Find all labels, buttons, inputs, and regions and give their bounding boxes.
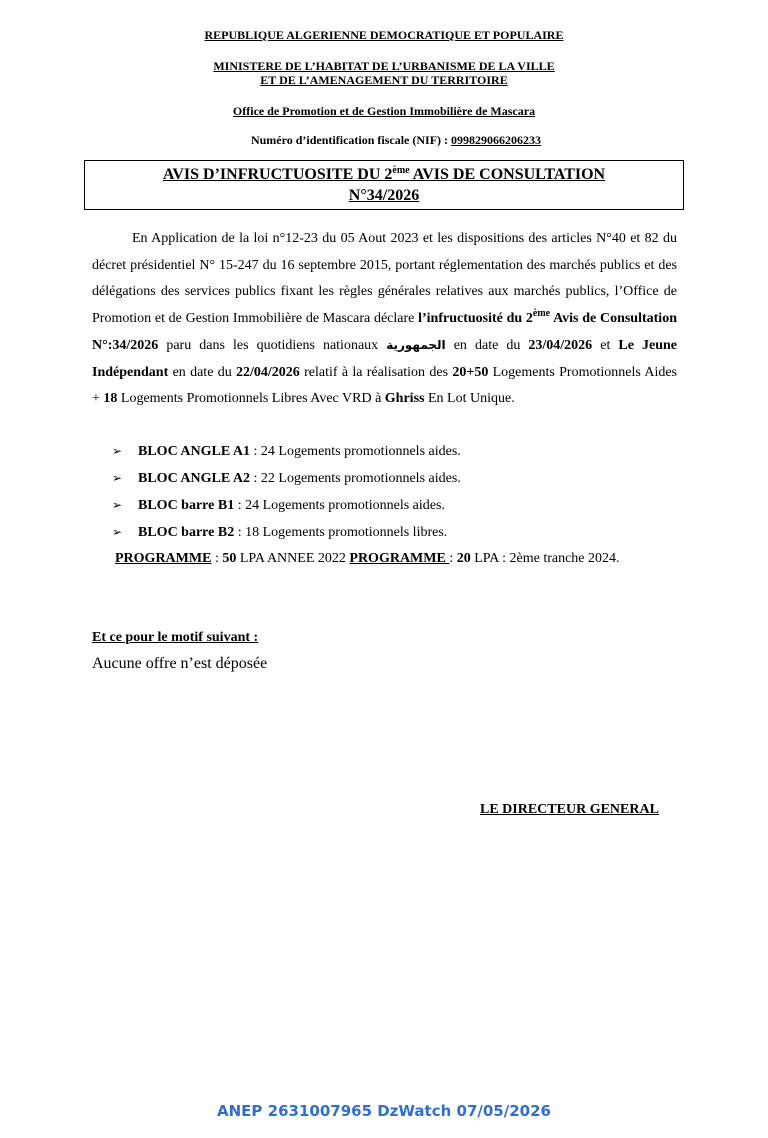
motif-text: Aucune offre n’est déposée [92, 655, 268, 672]
footer-watermark: ANEP 2631007965 DzWatch 07/05/2026 [217, 1102, 551, 1120]
title-box [84, 160, 684, 210]
para-sup: ème [532, 307, 551, 319]
programme-line [115, 545, 675, 572]
bloc-name: BLOC ANGLE A1 [138, 444, 251, 459]
bloc-desc: : 24 Logements promotionnels aides. [250, 444, 461, 459]
bloc-name: BLOC barre B1 [138, 498, 235, 513]
bloc-list [112, 438, 672, 546]
programme-count-1: 50 [222, 551, 237, 566]
programme-text: LPA : 2ème tranche 2024. [470, 551, 620, 566]
para-text: paru dans les quotidiens nationaux [158, 338, 387, 353]
main-paragraph [92, 226, 677, 413]
para-text: Logements Promotionnels Aides + [92, 364, 678, 406]
title-line1 [85, 165, 683, 185]
para-text: en date du [168, 364, 237, 380]
bloc-desc: : 24 Logements promotionnels aides. [234, 498, 445, 513]
arrow-bullet-icon: ➢ [112, 525, 123, 539]
programme-label-2: PROGRAMME [349, 551, 450, 566]
para-text: En Application de la loi n°12-23 du 05 Aout 2023 et les dispositions des articles N°40 et 82 du décret présidentiel N° 15-247 du 16 septembre 2015, portant réglementation des marchés publics et des délégations des services publics fixant les règles générales relatives aux marchés publics, l’Office de Promotion et de Gestion Immobilière de Mascara déclare [92, 231, 677, 326]
list-item [112, 465, 672, 492]
bloc-name: BLOC barre B2 [138, 525, 235, 540]
nif-label: Numéro d’identification fiscale (NIF) : [250, 133, 452, 147]
signature: LE DIRECTEUR GENERAL [480, 802, 659, 817]
housing-count-1: 20+50 [452, 364, 489, 380]
programme-label-1: PROGRAMME [115, 551, 212, 566]
list-item [112, 438, 672, 465]
nif-line [12, 133, 768, 147]
arrow-bullet-icon: ➢ [112, 444, 123, 458]
para-text: Logements Promotionnels Libres Avec VRD à [117, 391, 385, 406]
para-text: relatif à la réalisation des [299, 364, 453, 380]
arrow-bullet-icon: ➢ [112, 471, 123, 485]
ministry-heading-line1: MINISTERE DE L’HABITAT DE L’URBANISME DE LA VILLE [213, 59, 555, 73]
para-text: et [592, 338, 619, 353]
bloc-name: BLOC ANGLE A2 [138, 471, 251, 486]
programme-count-2: 20 [456, 551, 471, 566]
title-line2: N°34/2026 [348, 187, 420, 204]
title-sup: ème [392, 165, 410, 176]
programme-text: : [449, 551, 457, 566]
list-item [112, 519, 672, 546]
nif-value: 099829066206233 [451, 133, 542, 147]
republic-heading: REPUBLIQUE ALGERIENNE DEMOCRATIQUE ET POPULAIRE [204, 28, 564, 42]
list-item [112, 492, 672, 519]
newspaper-arabic: الجمهورية [386, 338, 446, 352]
para-bold: l’infructuosité du 2 [418, 310, 533, 326]
date-1: 23/04/2026 [528, 338, 593, 353]
para-text: En Lot Unique. [424, 391, 515, 406]
para-text: en date du [445, 338, 529, 353]
programme-text: LPA ANNEE 2022 [236, 551, 350, 566]
newspaper-2: Le Jeune Indépendant [92, 338, 677, 380]
title-part2: AVIS DE CONSULTATION [409, 166, 606, 183]
motif-label: Et ce pour le motif suivant : [92, 630, 259, 645]
housing-count-2: 18 [103, 391, 118, 406]
bloc-desc: : 22 Logements promotionnels aides. [250, 471, 461, 486]
place-name: Ghriss [384, 391, 425, 406]
bloc-desc: : 18 Logements promotionnels libres. [234, 525, 448, 540]
arrow-bullet-icon: ➢ [112, 498, 123, 512]
para-bold: Avis de Consultation N° [92, 310, 677, 353]
date-2: 22/04/2026 [236, 364, 300, 380]
consultation-number: :34/2026 [107, 338, 159, 353]
office-name: Office de Promotion et de Gestion Immobilière de Mascara [232, 104, 536, 118]
programme-text: : [211, 551, 223, 566]
title-part1: AVIS D’INFRUCTUOSITE DU 2 [162, 166, 393, 183]
ministry-heading-line2: ET DE L’AMENAGEMENT DU TERRITOIRE [260, 73, 508, 87]
